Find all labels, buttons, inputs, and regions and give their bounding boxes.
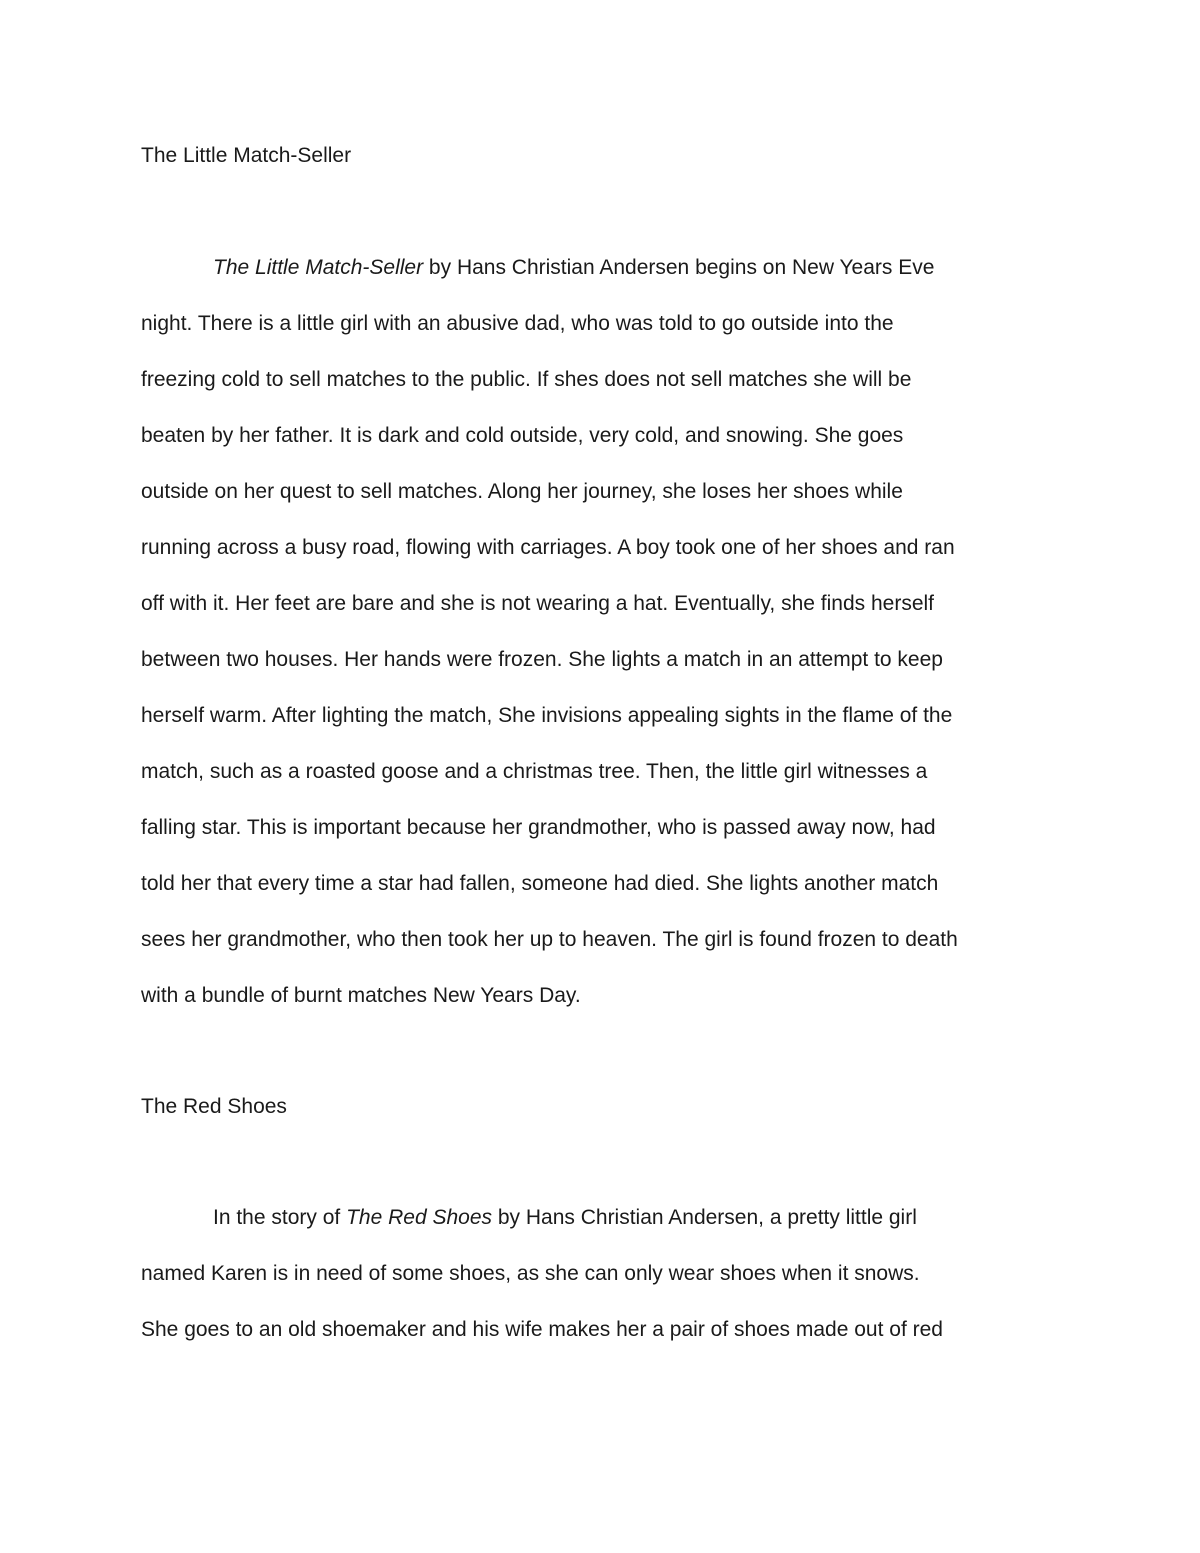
paragraph-line: with a bundle of burnt matches New Years Day. (141, 984, 581, 1007)
paragraph-line: match, such as a roasted goose and a christmas tree. Then, the little girl witnesses a (141, 760, 928, 783)
paragraph-line: herself warm. After lighting the match, She invisions appealing sights in the flame of the (141, 704, 953, 727)
section-heading-red-shoes: The Red Shoes (141, 1095, 287, 1118)
paragraph-line: outside on her quest to sell matches. Along her journey, she loses her shoes while (141, 480, 903, 503)
book-title: The Little Match-Seller (213, 256, 424, 279)
paragraph-line: She goes to an old shoemaker and his wife makes her a pair of shoes made out of red (141, 1318, 943, 1341)
paragraph-line: falling star. This is important because her grandmother, who is passed away now, had (141, 816, 936, 839)
paragraph-line: beaten by her father. It is dark and cold outside, very cold, and snowing. She goes (141, 424, 904, 447)
paragraph-line: night. There is a little girl with an abusive dad, who was told to go outside into the (141, 312, 894, 335)
paragraph-little-match-seller (141, 240, 1081, 1024)
paragraph-line: told her that every time a star had fallen, someone had died. She lights another match (141, 872, 939, 895)
paragraph-line: between two houses. Her hands were frozen. She lights a match in an attempt to keep (141, 648, 943, 671)
book-title: The Red Shoes (346, 1206, 493, 1229)
paragraph-line: running across a busy road, flowing with carriages. A boy took one of her shoes and ran (141, 536, 955, 559)
line-text: by Hans Christian Andersen begins on New Years Eve (423, 256, 935, 279)
paragraph-line: off with it. Her feet are bare and she is not wearing a hat. Eventually, she finds herself (141, 592, 934, 615)
paragraph-line (141, 1190, 1081, 1246)
line-text: by Hans Christian Andersen, a pretty little girl (492, 1206, 917, 1229)
section-heading-little-match-seller: The Little Match-Seller (141, 144, 352, 167)
paragraph-red-shoes (141, 1190, 1081, 1358)
paragraph-line: sees her grandmother, who then took her up to heaven. The girl is found frozen to death (141, 928, 958, 951)
paragraph-line: freezing cold to sell matches to the public. If shes does not sell matches she will be (141, 368, 912, 391)
paragraph-line: named Karen is in need of some shoes, as she can only wear shoes when it snows. (141, 1262, 920, 1285)
paragraph-line (141, 240, 1081, 296)
line-text: In the story of (213, 1206, 347, 1229)
